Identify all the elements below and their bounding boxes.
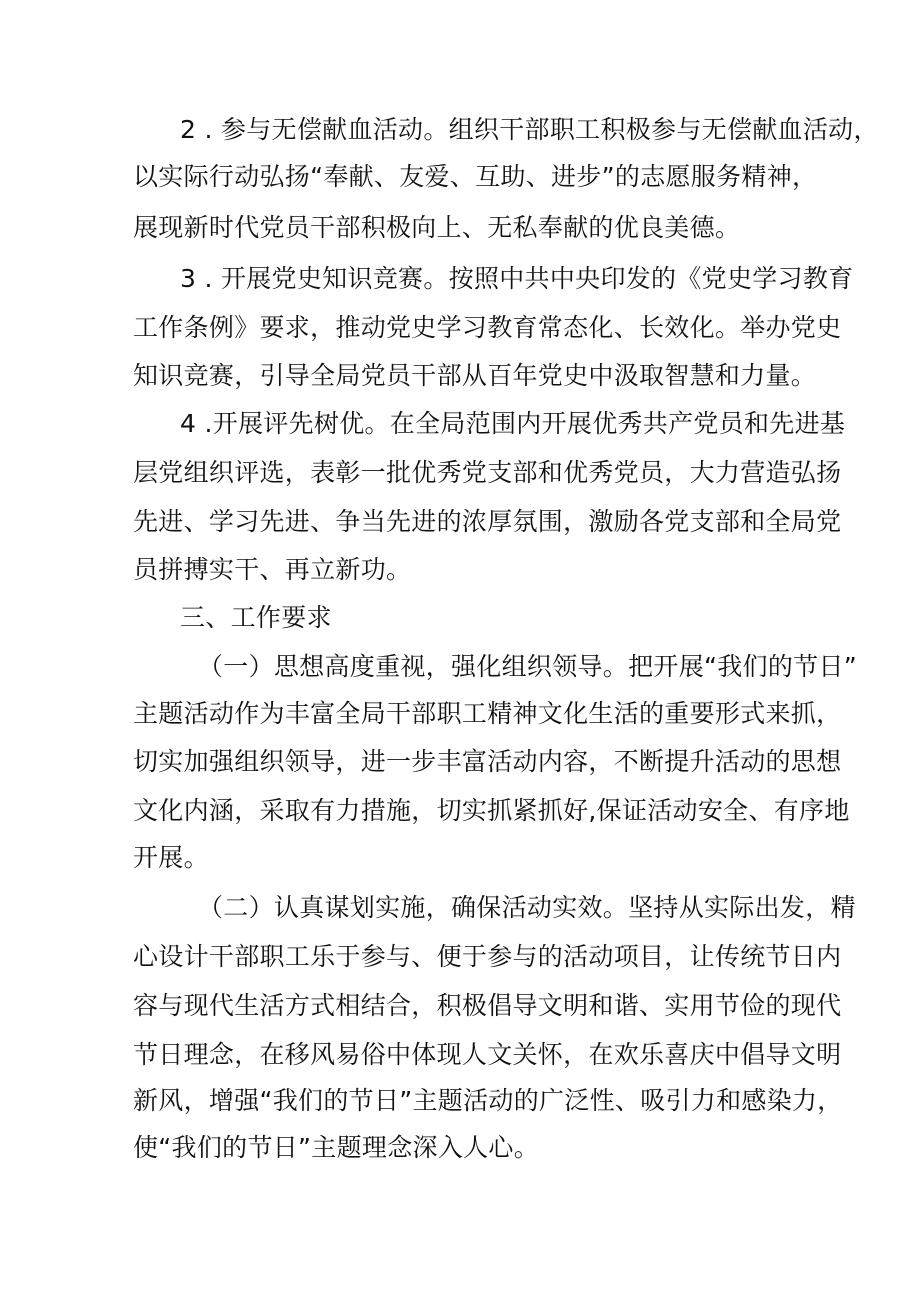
paragraph-line: 节日理念，在移风易俗中体现人文关怀，在欢乐喜庆中倡导文明 [133, 1040, 842, 1069]
paragraph-line: （一）思想高度重视，强化组织领导。把开展“我们的节日” [198, 652, 858, 681]
paragraph-line: 工作条例》要求，推动党史学习教育常态化、长效化。举办党史 [133, 313, 842, 342]
paragraph-line: 文化内涵，采取有力措施，切实抓紧抓好,保证活动安全、有序地 [133, 796, 850, 825]
paragraph-line: 展现新时代党员干部积极向上、无私奉献的优良美德。 [133, 213, 741, 242]
paragraph-line: 员拼搏实干、再立新功。 [133, 555, 412, 584]
paragraph-line: 使“我们的节日”主题理念深入人心。 [133, 1133, 540, 1162]
section-heading: 三、工作要求 [180, 603, 332, 632]
paragraph-line: 容与现代生活方式相结合，积极倡导文明和谐、实用节俭的现代 [133, 991, 842, 1020]
paragraph-line: 主题活动作为丰富全局干部职工精神文化生活的重要形式来抓， [133, 699, 842, 728]
paragraph-line: 层党组织评选，表彰一批优秀党支部和优秀党员，大力营造弘扬 [133, 458, 842, 487]
paragraph-line: 新风，增强“我们的节日”主题活动的广泛性、吸引力和感染力， [133, 1086, 843, 1115]
paragraph-line: 3 . 开展党史知识竞赛。按照中共中央印发的《党史学习教育 [180, 264, 854, 293]
paragraph-line: 开展。 [133, 843, 209, 872]
paragraph-line: 知识竞赛，引导全局党员干部从百年党史中汲取智慧和力量。 [133, 361, 817, 390]
paragraph-line: （二）认真谋划实施，确保活动实效。坚持从实际出发，精 [198, 893, 856, 922]
paragraph-line: 先进、学习先进、争当先进的浓厚氛围，激励各党支部和全局党 [133, 507, 842, 536]
paragraph-line: 2 . 参与无偿献血活动。组织干部职工积极参与无偿献血活动， [180, 115, 879, 144]
paragraph-line: 切实加强组织领导，进一步丰富活动内容，不断提升活动的思想 [133, 747, 842, 776]
paragraph-line: 心设计干部职工乐于参与、便于参与的活动项目，让传统节日内 [133, 942, 842, 971]
paragraph-line: 4 .开展评先树优。在全局范围内开展优秀共产党员和先进基 [180, 409, 846, 438]
paragraph-line: 以实际行动弘扬“奉献、友爱、互助、进步”的志愿服务精神， [133, 162, 818, 191]
